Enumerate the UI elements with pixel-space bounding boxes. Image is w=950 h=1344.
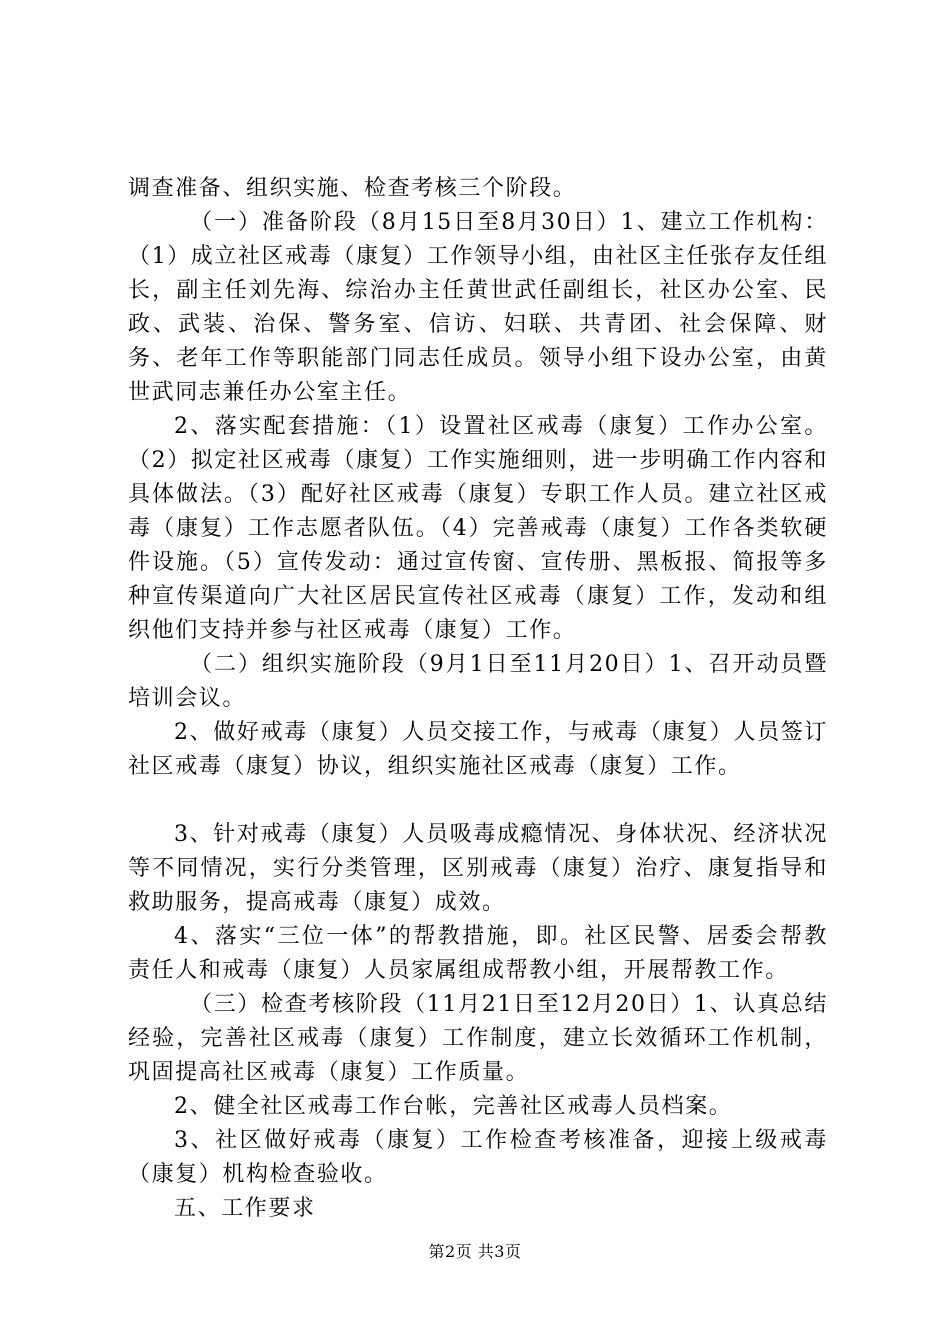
paragraph-inspection-stage: （三）检查考核阶段（11月21日至12月20日）1、认真总结经验，完善社区戒毒（康复）工作制度，建立长效循环工作机制，巩固提高社区戒毒（康复）工作质量。: [128, 992, 828, 1085]
paragraph-stage-summary: 调查准备、组织实施、检查考核三个阶段。: [128, 176, 577, 201]
paragraph-preparation-stage: （一）准备阶段（8月15日至8月30日）1、建立工作机构：（1）成立社区戒毒（康复）工作领导小组，由社区主任张存友任组长，副主任刘先海、综治办主任黄世武任副组长，社区办公室、民政、武装、治保、警务室、信访、妇联、共青团、社会保障、财务、老年工作等职能部门同志任成员。领导小组下设办公室，由黄世武同志兼任办公室主任。: [128, 210, 828, 405]
page-footer: [0, 1242, 950, 1262]
paragraph-ledger: 2、健全社区戒毒工作台帐，完善社区戒毒人员档案。: [174, 1094, 733, 1119]
paragraph-acceptance-prep: 3、社区做好戒毒（康复）工作检查考核准备，迎接上级戒毒（康复）机构检查验收。: [128, 1128, 828, 1187]
section-heading-work-requirements: 五、工作要求: [174, 1196, 316, 1221]
paragraph-supporting-measures: 2、落实配套措施：（1）设置社区戒毒（康复）工作办公室。（2）拟定社区戒毒（康复）工作实施细则，进一步明确工作内容和具体做法。（3）配好社区戒毒（康复）专职工作人员。建立社区戒毒（康复）工作志愿者队伍。（4）完善戒毒（康复）工作各类软硬件设施。（5）宣传发动：通过宣传窗、宣传册、黑板报、简报等多种宣传渠道向广大社区居民宣传社区戒毒（康复）工作，发动和组织他们支持并参与社区戒毒（康复）工作。: [128, 414, 828, 643]
paragraph-handover: 2、做好戒毒（康复）人员交接工作，与戒毒（康复）人员签订社区戒毒（康复）协议，组织实施社区戒毒（康复）工作。: [128, 720, 828, 779]
paragraph-trinity-measures: 4、落实“三位一体”的帮教措施，即。社区民警、居委会帮教责任人和戒毒（康复）人员家属组成帮教小组，开展帮教工作。: [128, 924, 828, 983]
paragraph-implementation-stage: （二）组织实施阶段（9月1日至11月20日）1、召开动员暨培训会议。: [128, 652, 828, 711]
document-body: [128, 172, 828, 1226]
paragraph-classified-management: 3、针对戒毒（康复）人员吸毒成瘾情况、身体状况、经济状况等不同情况，实行分类管理，区别戒毒（康复）治疗、康复指导和救助服务，提高戒毒（康复）成效。: [128, 822, 828, 915]
page-number: 第2页 共3页: [428, 1242, 522, 1261]
